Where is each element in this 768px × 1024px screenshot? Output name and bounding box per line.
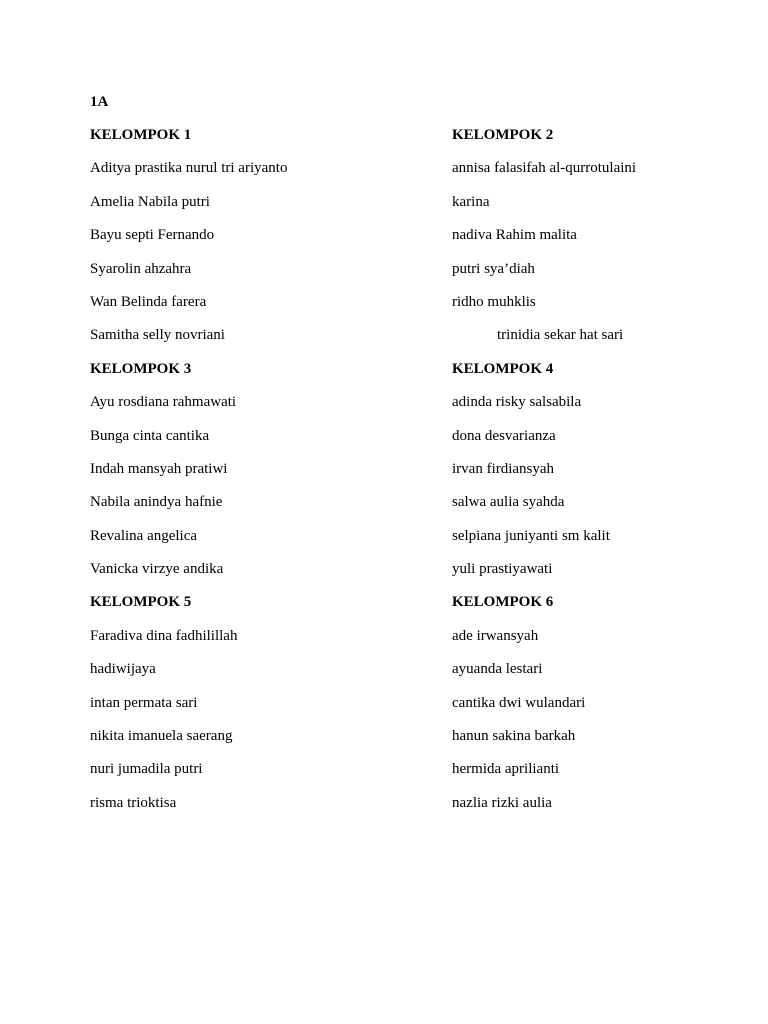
member-name: yuli prastiyawati <box>452 561 553 578</box>
group-kelompok-3 <box>90 359 410 593</box>
member-name: Indah mansyah pratiwi <box>90 460 228 477</box>
group-heading: KELOMPOK 3 <box>90 360 192 377</box>
member-name: ridho muhklis <box>452 293 536 310</box>
member-name: risma trioktisa <box>90 794 177 811</box>
member-name: Revalina angelica <box>90 527 198 544</box>
member-name: putri sya’diah <box>452 260 535 277</box>
member-list <box>452 392 768 592</box>
member-name: ade irwansyah <box>452 627 539 644</box>
member-name: karina <box>452 193 490 210</box>
right-column <box>452 125 768 826</box>
group-heading: KELOMPOK 6 <box>452 594 554 611</box>
member-name: Wan Belinda farera <box>90 293 207 310</box>
member-name: nikita imanuela saerang <box>90 728 233 745</box>
group-heading: KELOMPOK 1 <box>90 127 192 143</box>
member-name: Vanicka virzye andika <box>90 561 224 578</box>
group-kelompok-5 <box>90 592 410 826</box>
member-name: annisa falasifah al-qurrotulaini <box>452 160 637 177</box>
member-list <box>452 158 768 358</box>
group-kelompok-2 <box>452 125 768 359</box>
member-name: trinidia sekar hat sari <box>497 327 624 344</box>
member-name: hermida aprilianti <box>452 761 560 778</box>
left-column <box>90 125 410 826</box>
group-kelompok-6 <box>452 592 768 826</box>
member-name: nuri jumadila putri <box>90 761 203 778</box>
member-name: irvan firdiansyah <box>452 460 555 477</box>
member-name: Ayu rosdiana rahmawati <box>90 394 237 411</box>
member-name: adinda risky salsabila <box>452 394 582 411</box>
group-heading: KELOMPOK 5 <box>90 594 192 611</box>
member-name: intan permata sari <box>90 694 198 711</box>
member-name: dona desvarianza <box>452 427 556 444</box>
member-list <box>90 158 410 358</box>
member-name: Nabila anindya hafnie <box>90 494 223 511</box>
member-list <box>90 626 410 826</box>
member-name: Faradiva dina fadhilillah <box>90 627 238 644</box>
member-name: Bunga cinta cantika <box>90 427 210 444</box>
member-name: selpiana juniyanti sm kalit <box>452 527 610 544</box>
member-name: Bayu septi Fernando <box>90 227 215 244</box>
member-name: Aditya prastika nurul tri ariyanto <box>90 160 288 177</box>
member-name: salwa aulia syahda <box>452 494 565 511</box>
group-heading: KELOMPOK 2 <box>452 127 554 143</box>
member-name: nadiva Rahim malita <box>452 227 577 244</box>
member-name: hanun sakina barkah <box>452 728 576 745</box>
group-heading: KELOMPOK 4 <box>452 360 554 377</box>
member-list <box>90 392 410 592</box>
member-list <box>452 626 768 826</box>
group-kelompok-1 <box>90 125 410 359</box>
member-name: Syarolin ahzahra <box>90 260 192 277</box>
member-name: cantika dwi wulandari <box>452 694 586 711</box>
class-label: 1A <box>90 94 109 110</box>
member-name: nazlia rizki aulia <box>452 794 552 811</box>
member-name: Samitha selly novriani <box>90 327 225 344</box>
group-kelompok-4 <box>452 359 768 593</box>
member-name: hadiwijaya <box>90 661 156 678</box>
member-name: Amelia Nabila putri <box>90 193 210 210</box>
member-name: ayuanda lestari <box>452 661 543 678</box>
